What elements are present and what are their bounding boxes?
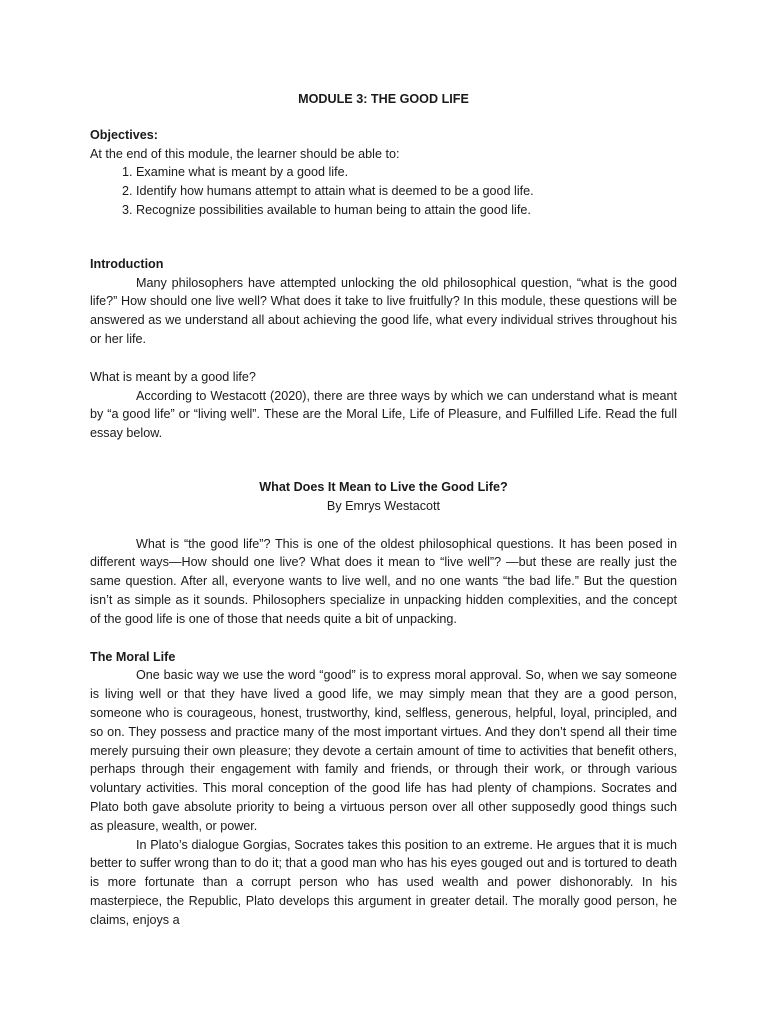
spacer — [90, 220, 677, 255]
essay-byline: By Emrys Westacott — [326, 498, 441, 513]
moral-life-heading: The Moral Life — [90, 649, 176, 664]
introduction-paragraph: Many philosophers have attempted unlocking the old philosophical question, “what is the good life?” How should one live well? What does it take to live fruitfully? In this module, these questions will be answered as we understand all about achieving the good life, what every individual strives throughout his or her life. — [90, 275, 677, 346]
spacer — [90, 349, 677, 368]
moral-life-paragraph: In Plato’s dialogue Gorgias, Socrates takes this position to an extreme. He argues that it is much better to suffer wrong than to do it; that a good man who has his eyes gouged out and is tortured to death is more fortunate than a corrupt person who has used wealth and power dishonorably. In his masterpiece, the Republic, Plato develops this argument in greater detail. The morally good person, he claims, enjoys a — [90, 837, 677, 927]
spacer — [90, 516, 677, 535]
essay-paragraph: What is “the good life”? This is one of the oldest philosophical questions. It has been posed in different ways—How should one live? What does it mean to “live well”? —but these are really just the same question. After all, everyone wants to live well, and no one wants “the bad life.” But the question isn’t as simple as it sounds. Philosophers specialize in unpacking hidden complexities, and the concept of the good life is one of those that needs quite a bit of unpacking. — [90, 536, 677, 626]
document-page — [90, 90, 677, 929]
spacer — [90, 629, 677, 648]
meaning-paragraph: According to Westacott (2020), there are three ways by which we can understand what is meant by “a good life” or “living well”. These are the Moral Life, Life of Pleasure, and Fulfilled Life. Read the full essay below. — [90, 388, 677, 441]
spacer — [90, 109, 677, 126]
meaning-question: What is meant by a good life? — [90, 369, 256, 384]
spacer — [90, 443, 677, 478]
objectives-list — [90, 163, 677, 219]
objectives-lead: At the end of this module, the learner should be able to: — [90, 146, 400, 161]
module-title: MODULE 3: THE GOOD LIFE — [298, 92, 469, 106]
objective-item: 1. Examine what is meant by a good life. — [136, 163, 677, 182]
essay-title: What Does It Mean to Live the Good Life? — [259, 479, 508, 494]
introduction-heading: Introduction — [90, 256, 164, 271]
objectives-heading: Objectives: — [90, 127, 158, 142]
moral-life-paragraph: One basic way we use the word “good” is to express moral approval. So, when we say someone is living well or that they have lived a good life, we may simply mean that they are a good person, someone who is courageous, honest, trustworthy, kind, selfless, generous, helpful, loyal, principled, and so on. They possess and practice many of the most important virtues. And they don’t spend all their time merely pursuing their own pleasure; they devote a certain amount of time to activities that benefit others, perhaps through their engagement with family and friends, or through their work, or through various voluntary activities. This moral conception of the good life has had plenty of champions. Socrates and Plato both gave absolute priority to being a virtuous person over all other supposedly good things such as pleasure, wealth, or power. — [90, 668, 677, 833]
objective-item: 2. Identify how humans attempt to attain what is deemed to be a good life. — [136, 182, 677, 201]
objective-item: 3. Recognize possibilities available to human being to attain the good life. — [136, 201, 677, 220]
